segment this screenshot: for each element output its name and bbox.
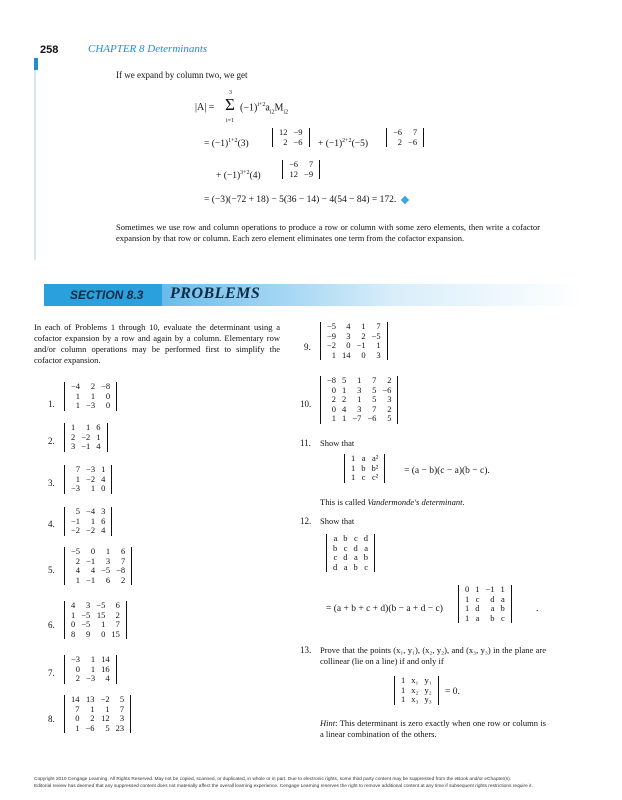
- p1-cell: 2: [90, 381, 96, 391]
- p12-cell: c: [364, 561, 368, 572]
- p9-cell: 0: [361, 349, 366, 360]
- eq-result-text: = (−3)(−72 + 18) − 5(36 − 14) − 4(54 − 84) = 172.: [204, 195, 397, 205]
- p12b-cell: a: [490, 603, 495, 613]
- p9-cell: 1: [376, 340, 381, 350]
- p9-cell: −5: [327, 321, 337, 331]
- p12b-cell: −1: [485, 584, 495, 594]
- problem-8-matrix: [64, 695, 131, 733]
- margin-rule-top: [34, 58, 38, 70]
- p12-cell: c: [343, 542, 348, 553]
- problem-number: 13.: [300, 645, 312, 655]
- p4-cell: −1: [71, 515, 81, 526]
- problem-number: 2.: [48, 436, 55, 446]
- p5-cell: 2: [120, 574, 126, 585]
- p9-cell: −9: [327, 330, 337, 341]
- p13-cell: y₂: [424, 684, 432, 695]
- p4-cell: 5: [75, 506, 81, 516]
- p2-cell: 6: [96, 422, 101, 432]
- m2-cell: −6: [408, 136, 418, 147]
- p8-cell: 7: [119, 703, 125, 714]
- m3-cell: −6: [289, 159, 299, 169]
- p5-cell: 0: [90, 546, 96, 556]
- p4-cell: 4: [101, 525, 106, 535]
- p10-cell: 1: [357, 394, 362, 404]
- eq-l3-text: + (−1): [216, 171, 241, 182]
- p7-cell: 4: [105, 673, 110, 683]
- p13-cell: y₃: [424, 694, 432, 704]
- p8-cell: −2: [100, 694, 110, 704]
- p7-cell: 1: [90, 663, 96, 674]
- p12-cell: d: [353, 542, 358, 553]
- p3-cell: 0: [101, 483, 106, 493]
- p12b-cell: c: [501, 612, 505, 623]
- p5-cell: −1: [86, 574, 96, 585]
- problem-10-matrix: [320, 376, 398, 424]
- p7-cell: 0: [75, 663, 81, 674]
- p11-cell: b²: [371, 462, 379, 473]
- p5-cell: −5: [71, 546, 81, 556]
- p4-cell: −2: [71, 525, 81, 535]
- p12-cell: d: [363, 533, 368, 543]
- p12-cell: c: [333, 552, 338, 562]
- p12-cell: a: [343, 561, 348, 572]
- problem-2-matrix: [64, 423, 108, 452]
- problem-5-matrix: [64, 547, 132, 585]
- p6-cell: 15: [96, 609, 106, 620]
- p6-cell: 8: [71, 628, 76, 639]
- p1-cell: 1: [75, 400, 81, 410]
- p10-cell: 0: [331, 403, 337, 414]
- p5-cell: 6: [105, 574, 111, 585]
- p12b-cell: c: [475, 593, 480, 604]
- eq-sum-base: (−1): [240, 102, 258, 114]
- problem-number: 9.: [304, 342, 311, 352]
- p5-cell: 2: [75, 555, 81, 566]
- problem-number: 7.: [48, 668, 55, 678]
- eq-sum-m: M: [274, 102, 284, 114]
- p4-cell: 1: [90, 515, 96, 526]
- p3-cell: −2: [86, 473, 96, 484]
- p10-cell: 1: [357, 375, 362, 385]
- p12-dot: .: [536, 604, 539, 614]
- p5-cell: 1: [75, 574, 81, 585]
- instructions: In each of Problems 1 through 10, evaluate the determinant using a cofactor expansion by a row and again by a column. Elementary row and/or column operations may be performed first to simplify the cofactor expansion.: [34, 322, 280, 365]
- p9-cell: −1: [356, 340, 366, 350]
- p10-cell: 7: [372, 375, 377, 385]
- m3-cell: 7: [308, 159, 314, 169]
- p13-hint: [320, 718, 546, 740]
- p10-cell: 2: [387, 403, 392, 414]
- p6-cell: 1: [101, 619, 106, 629]
- p12-text: Show that: [320, 516, 355, 526]
- p6-cell: 0: [71, 619, 76, 629]
- p12b-cell: d: [490, 593, 495, 604]
- p7-cell: 2: [75, 673, 81, 683]
- section-title: PROBLEMS: [170, 285, 261, 302]
- p12-cell: b: [333, 542, 338, 553]
- m1-cell: −9: [293, 127, 303, 137]
- p3-cell: 4: [101, 473, 106, 484]
- eq-sum-sub: i2: [269, 109, 275, 116]
- p4-cell: 6: [101, 515, 106, 526]
- p11-cell: 1: [351, 462, 356, 473]
- problem-number: 5.: [48, 565, 55, 575]
- p11-cell: a²: [371, 453, 379, 463]
- eq-l2-c: + (−1): [318, 139, 343, 150]
- p12-matrix-2: [458, 585, 512, 623]
- p10-cell: 1: [342, 384, 347, 395]
- p6-cell: 1: [71, 609, 76, 620]
- p10-cell: 5: [372, 394, 377, 404]
- p7-cell: −3: [71, 654, 81, 664]
- p4-cell: −2: [86, 525, 96, 535]
- m1-cell: 12: [279, 127, 288, 137]
- section-label: SECTION 8.3: [70, 288, 144, 302]
- p10-cell: 2: [342, 394, 347, 404]
- p2-cell: 2: [71, 431, 76, 442]
- problem-number: 6.: [48, 620, 55, 630]
- problem-number: 1.: [48, 399, 55, 409]
- p13-cell: x₁: [411, 675, 419, 685]
- p6-cell: −5: [96, 600, 106, 610]
- p12b-cell: a: [475, 612, 480, 623]
- p5-cell: −1: [86, 555, 96, 566]
- p10-cell: 0: [331, 384, 337, 395]
- p8-cell: 12: [101, 713, 110, 723]
- p5-cell: −8: [116, 565, 126, 575]
- p12b-cell: 0: [465, 584, 470, 594]
- p6-cell: −5: [81, 619, 91, 629]
- eq-l2-cexp: 2+2: [342, 138, 352, 144]
- end-of-example-icon: [401, 196, 409, 204]
- p9-cell: 14: [342, 349, 351, 360]
- p10-cell: 5: [387, 413, 392, 423]
- p6-cell: 9: [86, 628, 91, 639]
- intro-text: If we expand by column two, we get: [116, 70, 248, 80]
- sigma-top: 3: [229, 90, 232, 96]
- problem-4-matrix: [64, 507, 112, 536]
- problem-number: 4.: [48, 519, 55, 529]
- p5-cell: 4: [90, 565, 96, 575]
- paragraph: Sometimes we use row and column operations to produce a row or column with some zero elements, then write a cofactor expansion by that row or column. Each zero element eliminates one term from the cofactor expansion.: [116, 222, 540, 243]
- p10-cell: 5: [372, 384, 377, 395]
- p9-cell: 7: [376, 321, 381, 331]
- footer-line-1: Copyright 2010 Cengage Learning. All Rights Reserved. May not be copied, scanned, or duplicated, in whole or in part. Due to electronic rights, some third party content may be suppressed from the eBook and/or eChapter(s).: [34, 777, 512, 782]
- p12b-cell: b: [500, 603, 505, 613]
- eq-sum-a: a: [265, 102, 270, 114]
- eq-line2-a: [204, 138, 249, 149]
- p10-cell: 5: [342, 375, 347, 385]
- eq-line3-a: [216, 170, 261, 181]
- p13-cell: 1: [401, 694, 406, 704]
- p6-cell: −5: [81, 609, 91, 620]
- m2-cell: 2: [397, 136, 403, 147]
- p10-cell: −7: [352, 413, 362, 423]
- p3-cell: 1: [101, 464, 106, 474]
- p8-cell: 13: [86, 694, 95, 704]
- p13-matrix: [394, 676, 439, 705]
- minor-2: [386, 128, 424, 147]
- p11-note-a: This is called: [320, 497, 368, 507]
- m1-cell: −6: [293, 136, 303, 147]
- p1-cell: −4: [71, 381, 81, 391]
- p6-cell: 0: [101, 628, 106, 639]
- p12-cell: a: [333, 533, 338, 543]
- problem-3-matrix: [64, 465, 112, 494]
- p2-cell: 1: [86, 422, 91, 432]
- p6-cell: 4: [71, 600, 76, 610]
- p5-cell: 1: [105, 546, 111, 556]
- p8-cell: 5: [119, 694, 125, 704]
- p1-cell: 0: [105, 390, 111, 401]
- problem-9-matrix: [320, 322, 388, 360]
- p5-cell: 4: [75, 565, 81, 575]
- eq-sum-exp: i+2: [257, 102, 266, 108]
- p2-cell: 1: [96, 431, 101, 442]
- p9-cell: 4: [346, 321, 351, 331]
- p9-cell: 1: [331, 349, 337, 360]
- eq-l2-b: (3): [237, 139, 249, 150]
- p8-cell: 14: [71, 694, 80, 704]
- p8-cell: 5: [105, 722, 110, 733]
- p7-cell: 1: [90, 654, 96, 664]
- p12b-cell: 1: [500, 584, 505, 594]
- p3-cell: 1: [90, 483, 96, 493]
- p13-text: Prove that the points (x₁, y₁), (x₂, y₂), and (x₃, y₃) in the plane are collinear (lie on a line) if and only if: [320, 645, 546, 666]
- eq-l2-d: (−5): [351, 139, 368, 150]
- m2-cell: −6: [393, 127, 403, 137]
- m2-cell: 7: [412, 127, 418, 137]
- p13-hint-text: : This determinant is zero exactly when one row or column is a linear combination of the others.: [320, 718, 546, 739]
- m3-cell: −9: [304, 168, 314, 179]
- p11-note: [320, 497, 465, 508]
- p9-cell: −2: [327, 340, 337, 350]
- p2-cell: −1: [81, 441, 91, 451]
- p3-cell: −3: [71, 483, 81, 493]
- p6-cell: 7: [115, 619, 120, 629]
- p10-cell: 3: [387, 394, 392, 404]
- problem-number: 12.: [300, 516, 312, 526]
- p11-cell: a: [361, 453, 366, 463]
- p1-cell: 1: [90, 390, 96, 401]
- p8-cell: 1: [90, 703, 95, 714]
- p2-cell: 4: [96, 441, 101, 451]
- p10-cell: −6: [367, 413, 377, 423]
- problem-number: 11.: [300, 438, 311, 448]
- p12-cell: d: [333, 561, 338, 572]
- p13-cell: x₂: [411, 684, 419, 695]
- p12-cell: b: [353, 561, 358, 572]
- p8-cell: 1: [75, 722, 80, 733]
- p12b-cell: 1: [475, 584, 480, 594]
- p11-cell: 1: [351, 472, 356, 482]
- p12-cell: b: [343, 533, 348, 543]
- margin-rule-left: [34, 70, 36, 260]
- p6-cell: 2: [115, 609, 120, 620]
- problem-number: 10.: [300, 399, 312, 409]
- p12b-cell: 1: [465, 593, 470, 604]
- p10-cell: 3: [357, 384, 362, 395]
- p13-hint-label: Hint: [320, 718, 336, 728]
- p12-matrix: [326, 534, 375, 572]
- footer-line-2: Editorial review has deemed that any suppressed content does not materially affect the overall learning experience. Cengage Learning reserves the right to remove additional content at any time if subsequent rights restrictions require it.: [34, 784, 533, 789]
- p6-cell: 6: [115, 600, 120, 610]
- problem-6-matrix: [64, 601, 127, 639]
- p10-cell: −8: [327, 375, 337, 385]
- p13-cell: 1: [401, 675, 406, 685]
- p1-cell: −8: [101, 381, 111, 391]
- p2-cell: 3: [71, 441, 76, 451]
- p9-cell: 3: [376, 349, 381, 360]
- p12b-cell: b: [490, 612, 495, 623]
- eq-l3-exp: 3+2: [240, 170, 250, 176]
- p12b-cell: 1: [465, 603, 470, 613]
- problem-number: 3.: [48, 478, 55, 488]
- p3-cell: 1: [75, 473, 81, 484]
- p12-cell: c: [353, 533, 358, 543]
- p11-note-b: Vandermonde's determinant.: [367, 497, 465, 507]
- p13-rhs: = 0.: [445, 687, 460, 697]
- p10-cell: −6: [382, 384, 392, 395]
- p10-cell: 1: [342, 413, 347, 423]
- p11-cell: c: [361, 472, 366, 482]
- p8-cell: 7: [75, 703, 80, 714]
- eq-sum: [240, 102, 288, 115]
- eq-l3-b: (4): [249, 171, 261, 182]
- p7-cell: 16: [101, 663, 110, 674]
- p4-cell: −4: [86, 506, 96, 516]
- p10-cell: 2: [387, 375, 392, 385]
- p5-cell: −5: [101, 565, 111, 575]
- eq-sum-sub-m: i2: [283, 109, 289, 116]
- p12b-cell: 1: [465, 612, 470, 623]
- p1-cell: 1: [75, 390, 81, 401]
- p12-cell: b: [363, 552, 368, 562]
- m1-cell: 2: [283, 136, 288, 147]
- p10-cell: 1: [331, 413, 337, 423]
- p5-cell: 7: [120, 555, 126, 566]
- eq-l2-text: = (−1): [204, 139, 229, 150]
- chapter-title: CHAPTER 8 Determinants: [88, 43, 208, 55]
- problem-number: 8.: [48, 714, 55, 724]
- p5-cell: 3: [105, 555, 111, 566]
- page-number: 258: [40, 44, 59, 56]
- p12-cell: a: [353, 552, 358, 562]
- eq-lhs: |A| =: [195, 102, 215, 113]
- p6-cell: 15: [111, 628, 120, 639]
- m3-cell: 12: [289, 168, 299, 179]
- p13-cell: x₃: [411, 694, 419, 704]
- p13-cell: 1: [401, 684, 406, 695]
- p7-cell: 14: [101, 654, 110, 664]
- p8-cell: 0: [75, 713, 80, 723]
- p12b-cell: d: [475, 603, 480, 613]
- p8-cell: 1: [105, 703, 110, 714]
- p3-cell: −3: [86, 464, 96, 474]
- p8-cell: −6: [85, 722, 95, 733]
- problem-7-matrix: [64, 655, 117, 684]
- eq-line2-c: [318, 138, 368, 149]
- sigma-bottom: i=1: [226, 118, 235, 124]
- p10-cell: 7: [372, 403, 377, 414]
- p7-cell: −3: [86, 673, 96, 683]
- p13-cell: y₁: [424, 675, 432, 685]
- p11-cell: 1: [351, 453, 356, 463]
- p9-cell: −5: [371, 330, 381, 341]
- problem-1-matrix: [64, 382, 117, 411]
- p11-cell: b: [361, 462, 366, 473]
- p11-text: Show that: [320, 438, 355, 448]
- p2-cell: 1: [71, 422, 76, 432]
- p10-cell: 4: [342, 403, 347, 414]
- p11-rhs: = (a − b)(c − a)(b − c).: [404, 466, 490, 476]
- p12-cell: d: [343, 552, 348, 562]
- p4-cell: 3: [101, 506, 106, 516]
- p1-cell: −3: [86, 400, 96, 410]
- p1-cell: 0: [105, 400, 111, 410]
- minor-3: [282, 160, 320, 179]
- p9-cell: 1: [361, 321, 366, 331]
- p9-cell: 3: [346, 330, 351, 341]
- p8-cell: 3: [119, 713, 125, 723]
- eq-result: [204, 195, 408, 205]
- p11-matrix: [344, 454, 385, 483]
- p6-cell: 3: [86, 600, 91, 610]
- p9-cell: 0: [346, 340, 351, 350]
- p10-cell: 2: [331, 394, 337, 404]
- p2-cell: −2: [81, 431, 91, 442]
- p8-cell: 23: [115, 722, 125, 733]
- p5-cell: 6: [120, 546, 126, 556]
- sigma-symbol: Σ: [225, 95, 235, 114]
- p10-cell: 3: [357, 403, 362, 414]
- p3-cell: 7: [75, 464, 81, 474]
- p9-cell: 2: [361, 330, 366, 341]
- eq-l2-exp: 1+2: [228, 138, 238, 144]
- p12-cell: a: [364, 542, 368, 553]
- p12b-cell: a: [501, 593, 505, 604]
- p11-cell: c²: [371, 472, 379, 482]
- minor-1: [272, 128, 310, 147]
- p12-lhs: = (a + b + c + d)(b − a + d − c): [326, 604, 443, 614]
- p8-cell: 2: [90, 713, 95, 723]
